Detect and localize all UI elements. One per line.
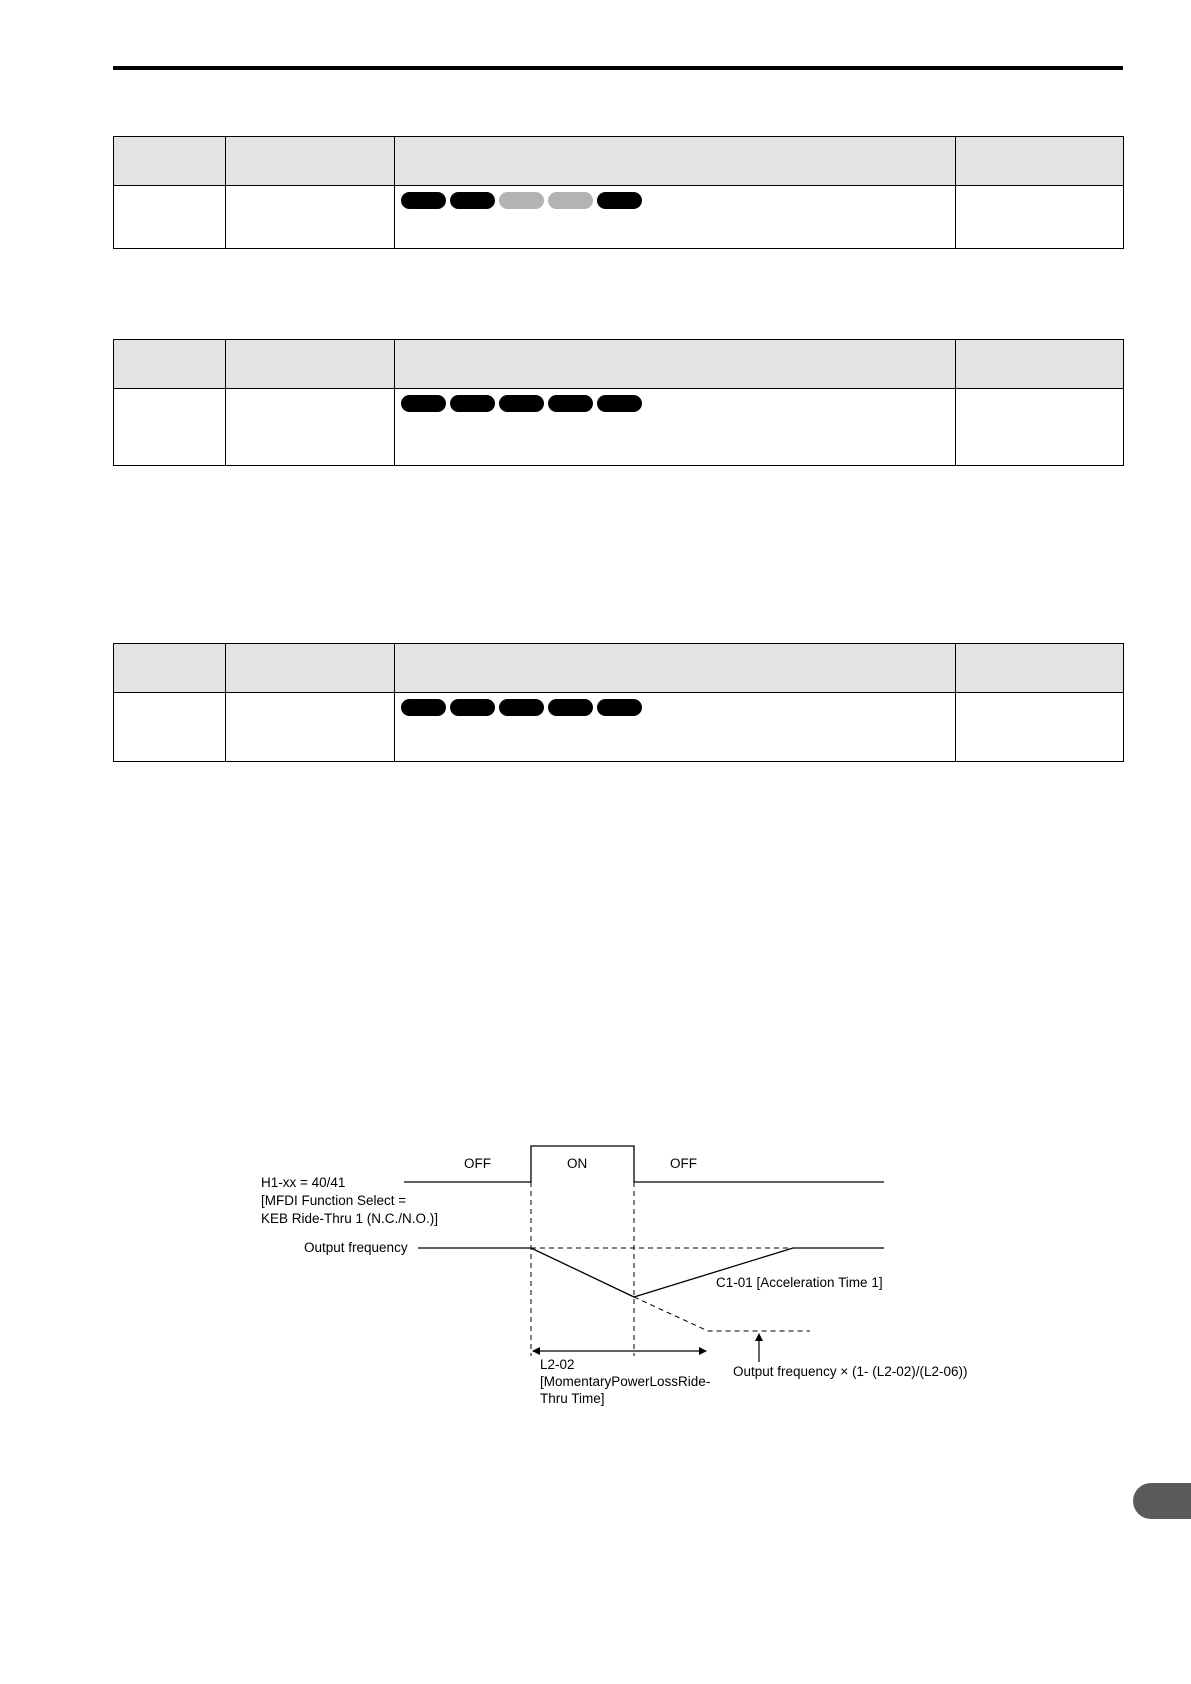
- mfdi-signal-label: H1-xx = 40/41 [MFDI Function Select = KEB Ride-Thru 1 (N.C./N.O.)]: [261, 1175, 439, 1226]
- output-frequency-label: Output frequency: [304, 1240, 408, 1255]
- signal-on-label: ON: [567, 1156, 588, 1171]
- signal-off-left-label: OFF: [464, 1156, 491, 1171]
- ride-thru-time-label: L2-02 [MomentaryPowerLossRide- Thru Time]: [540, 1357, 711, 1406]
- acceleration-time-label: C1-01 [Acceleration Time 1]: [716, 1275, 883, 1290]
- decel-target-dashed: [634, 1297, 810, 1331]
- section-side-tab: [1133, 1483, 1191, 1519]
- signal-off-right-label: OFF: [670, 1156, 697, 1171]
- target-frequency-label: Output frequency × (1- (L2-02)/(L2-06)): [733, 1364, 968, 1379]
